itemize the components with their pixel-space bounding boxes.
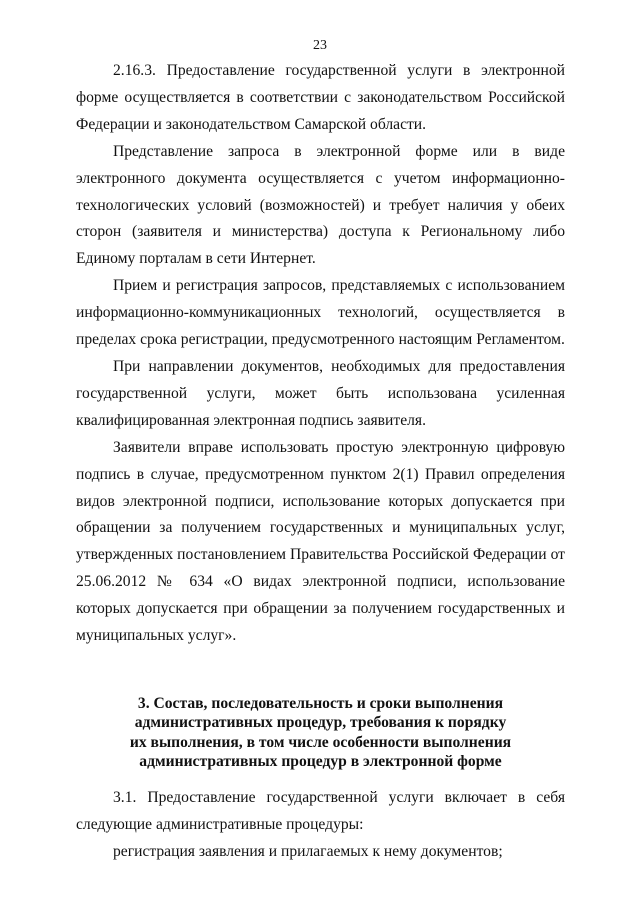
paragraph-request-registration: Прием и регистрация запросов, представляемых с использованием информационно-коммуникационных технологий, осуществляется в пределах срока регистрации, предусмотренного настоящим Регламентом. — [76, 277, 565, 349]
paragraph-qualified-signature: При направлении документов, необходимых для предоставления государственной услуги, может быть использована усиленная квалифицированная электронная подпись заявителя. — [76, 357, 565, 429]
paragraph-3-1: 3.1. Предоставление государственной услуги включает в себя следующие административные процедуры: — [76, 789, 565, 834]
section-3-heading — [76, 694, 565, 771]
page-number: 23 — [313, 38, 327, 53]
paragraph-2-16-3: 2.16.3. Предоставление государственной услуги в электронной форме осуществляется в соответствии с законодательством Российской Федерации и законодательством Самарской области. — [76, 62, 565, 133]
paragraph-registration-procedure: регистрация заявления и прилагаемых к нему документов; — [113, 842, 503, 860]
paragraph-simple-signature: Заявители вправе использовать простую электронную цифровую подпись в случае, предусмотренном пунктом 2(1) Правил определения видов электронной подписи, использование которых допускается при обращении за получением государственных и муниципальных услуг, утвержденных постановлением Правительства Российской Федерации от 25.06.2012 № 634 «О видах электронной подписи, использование которых допускается при обращении за получением государственных и муниципальных услуг». — [76, 438, 565, 645]
heading-line: административных процедур, требования к порядку — [134, 714, 507, 732]
heading-line: административных процедур в электронной форме — [139, 752, 502, 770]
paragraph-electronic-request: Представление запроса в электронной форме или в виде электронного документа осуществляется с учетом информационно-технологических условий (возможностей) и требует наличия у обеих сторон (заявителя и министерства) доступа к Региональному либо Единому порталам в сети Интернет. — [76, 142, 565, 268]
heading-line: их выполнения, в том числе особенности выполнения — [129, 733, 512, 751]
document-body — [76, 58, 565, 866]
heading-line: 3. Состав, последовательность и сроки выполнения — [137, 694, 504, 712]
